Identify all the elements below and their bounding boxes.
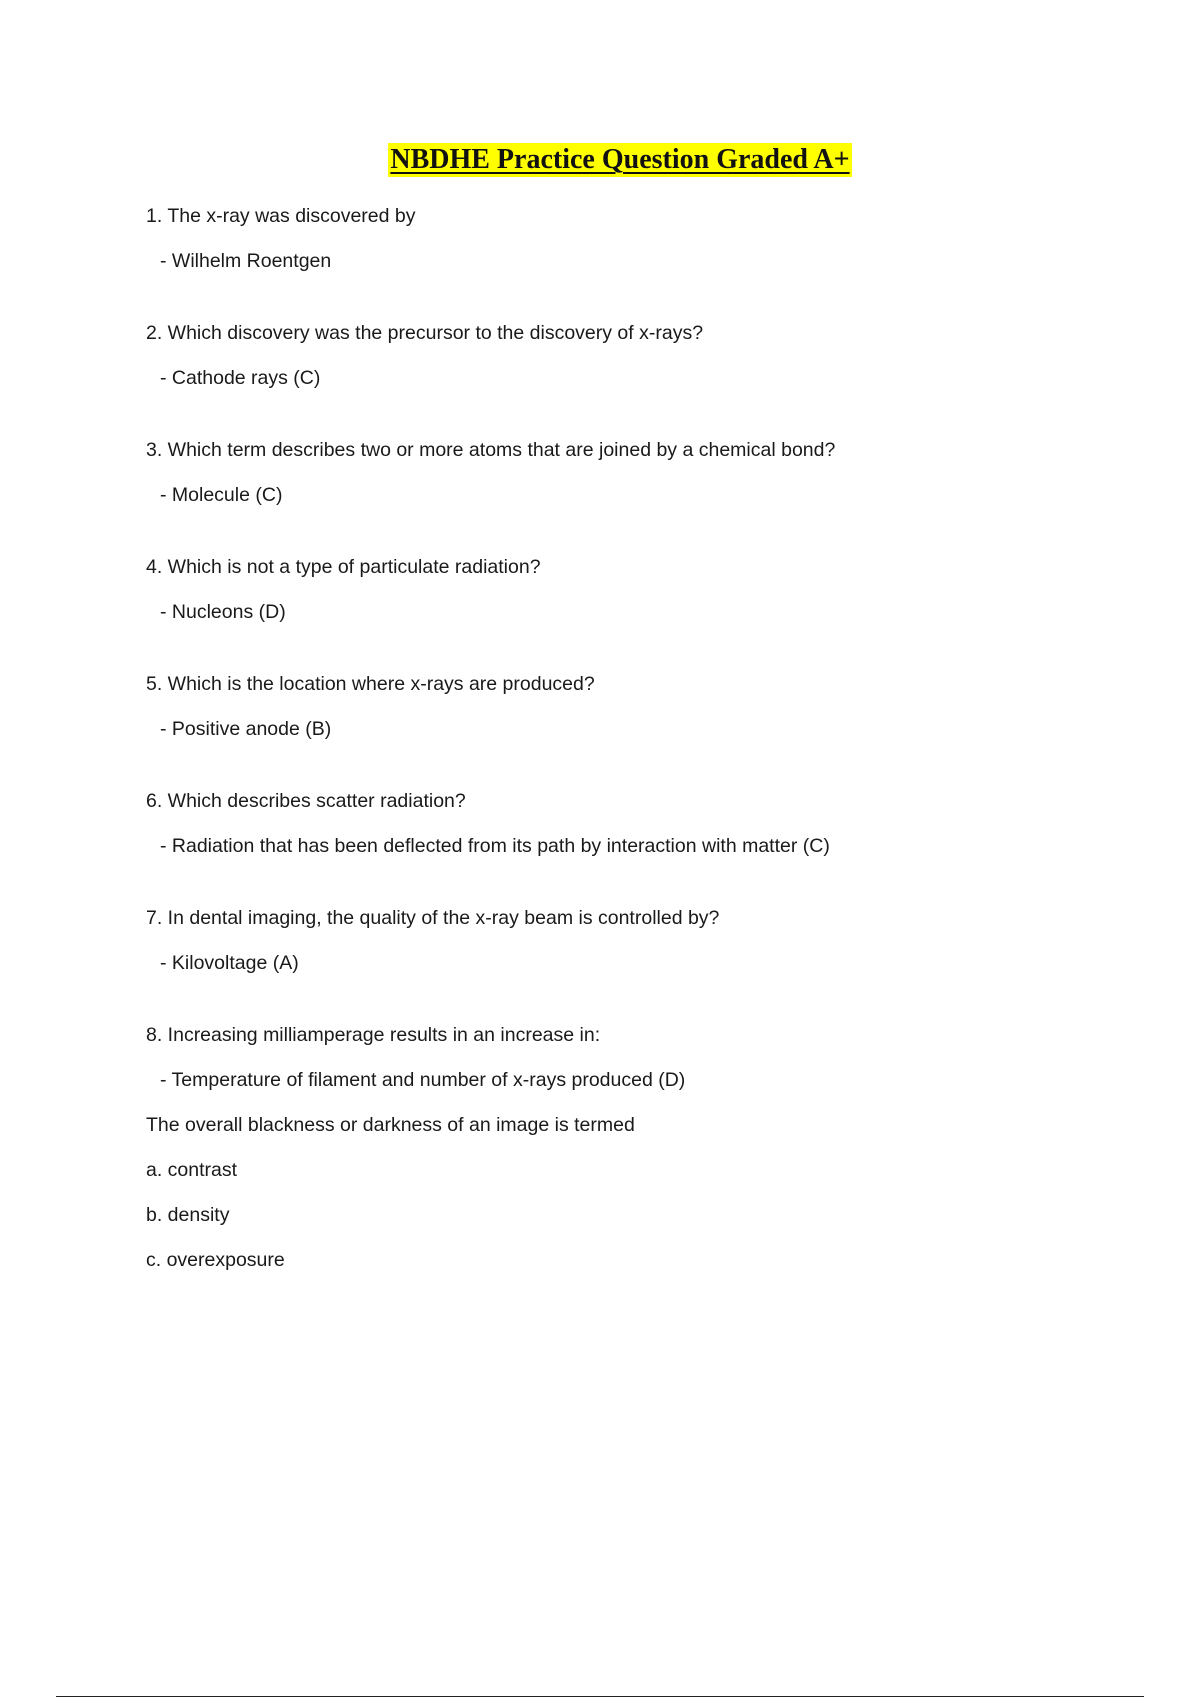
answer-text: - Kilovoltage (A) bbox=[160, 952, 299, 974]
question-item-6 bbox=[146, 788, 1146, 859]
questions-list bbox=[146, 203, 1146, 1273]
question-text: 5. Which is the location where x-rays are produced? bbox=[146, 673, 595, 695]
option-b: b. density bbox=[146, 1204, 230, 1226]
question-item-2 bbox=[146, 320, 1146, 391]
question-item-5 bbox=[146, 671, 1146, 742]
question-text: 8. Increasing milliamperage results in an increase in: bbox=[146, 1024, 601, 1046]
answer-text: - Radiation that has been deflected from its path by interaction with matter (C) bbox=[160, 835, 830, 857]
next-question-stem: The overall blackness or darkness of an image is termed bbox=[146, 1114, 635, 1136]
question-item-3 bbox=[146, 437, 1146, 508]
question-text: 7. In dental imaging, the quality of the x-ray beam is controlled by? bbox=[146, 907, 720, 929]
title-container bbox=[0, 143, 1200, 177]
question-text: 3. Which term describes two or more atoms that are joined by a chemical bond? bbox=[146, 439, 836, 461]
question-text: 6. Which describes scatter radiation? bbox=[146, 790, 466, 812]
answer-text: - Positive anode (B) bbox=[160, 718, 332, 740]
option-a: a. contrast bbox=[146, 1159, 238, 1181]
question-item-4 bbox=[146, 554, 1146, 625]
question-item-1 bbox=[146, 203, 1146, 274]
option-c: c. overexposure bbox=[146, 1249, 285, 1271]
answer-text: - Temperature of filament and number of x-rays produced (D) bbox=[160, 1069, 686, 1091]
page-title: NBDHE Practice Question Graded A+ bbox=[390, 144, 850, 175]
answer-text: - Wilhelm Roentgen bbox=[160, 250, 332, 272]
question-text: 1. The x-ray was discovered by bbox=[146, 205, 416, 227]
question-text: 2. Which discovery was the precursor to the discovery of x-rays? bbox=[146, 322, 704, 344]
answer-text: - Molecule (C) bbox=[160, 484, 283, 506]
answer-text: - Nucleons (D) bbox=[160, 601, 286, 623]
question-text: 4. Which is not a type of particulate radiation? bbox=[146, 556, 541, 578]
answer-text: - Cathode rays (C) bbox=[160, 367, 321, 389]
question-item-8 bbox=[146, 1022, 1146, 1093]
footer-divider bbox=[56, 1696, 1144, 1697]
question-item-7 bbox=[146, 905, 1146, 976]
